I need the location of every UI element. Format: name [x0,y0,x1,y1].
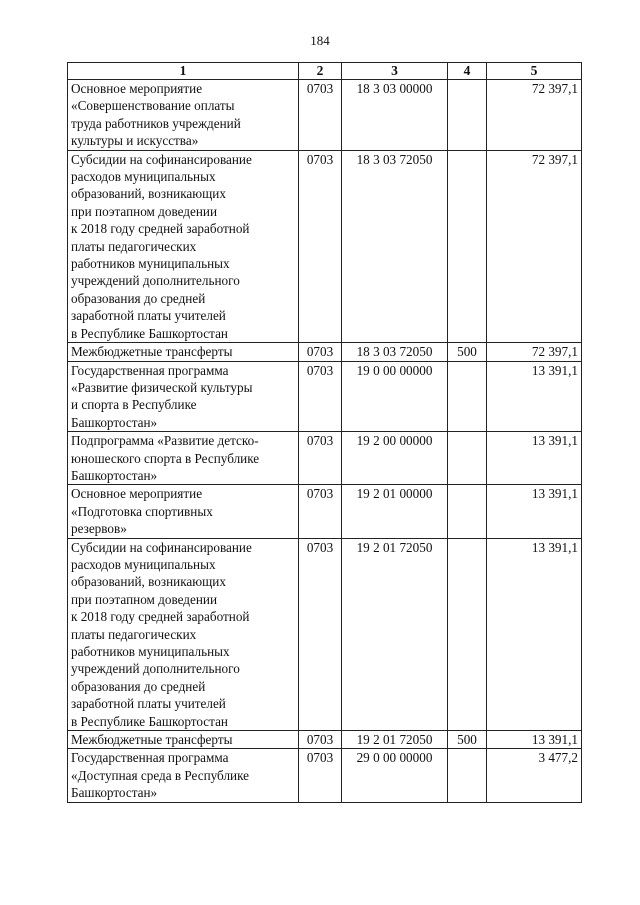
row-expense-type-cell [448,432,487,485]
row-expense-type-cell [448,150,487,342]
row-expense-type-cell [448,361,487,432]
row-section-cell: 0703 [299,80,342,151]
header-row [68,63,582,80]
table-row [68,749,582,802]
table-row [68,731,582,749]
row-expense-type-cell: 500 [448,343,487,361]
row-code-cell: 18 3 03 72050 [342,150,448,342]
table-row [68,361,582,432]
row-name-cell: Субсидии на софинансирование расходов муниципальных образований, возникающих при поэтапном доведении к 2018 году средней заработной платы педагогических работников муниципальных учреждений дополнительного образования до средней заработной платы учителей в Республике Башкортостан [68,150,299,342]
column-header-5: 5 [487,63,582,80]
row-code-cell: 19 2 01 00000 [342,485,448,538]
row-section-cell: 0703 [299,343,342,361]
row-code-cell: 19 2 01 72050 [342,731,448,749]
column-header-2: 2 [299,63,342,80]
row-name-cell: Государственная программа «Развитие физической культуры и спорта в Республике Башкортостан» [68,361,299,432]
row-code-cell: 29 0 00 00000 [342,749,448,802]
row-sum-cell: 72 397,1 [487,343,582,361]
row-name-cell: Субсидии на софинансирование расходов муниципальных образований, возникающих при поэтапном доведении к 2018 году средней заработной платы педагогических работников муниципальных учреждений дополнительного образования до средней заработной платы учителей в Республике Башкортостан [68,538,299,730]
row-section-cell: 0703 [299,432,342,485]
column-header-4: 4 [448,63,487,80]
row-expense-type-cell [448,749,487,802]
row-sum-cell: 13 391,1 [487,538,582,730]
row-section-cell: 0703 [299,150,342,342]
row-expense-type-cell: 500 [448,731,487,749]
table-row [68,432,582,485]
row-name-cell: Межбюджетные трансферты [68,343,299,361]
table-row [68,538,582,730]
row-name-cell: Основное мероприятие «Совершенствование оплаты труда работников учреждений культуры и искусства» [68,80,299,151]
row-name-cell: Подпрограмма «Развитие детско- юношеского спорта в Республике Башкортостан» [68,432,299,485]
row-sum-cell: 13 391,1 [487,485,582,538]
table-row [68,343,582,361]
row-sum-cell: 72 397,1 [487,150,582,342]
row-expense-type-cell [448,485,487,538]
row-sum-cell: 13 391,1 [487,361,582,432]
table-body [68,80,582,803]
table-row [68,485,582,538]
budget-table [67,62,582,803]
row-section-cell: 0703 [299,731,342,749]
row-expense-type-cell [448,538,487,730]
column-header-1: 1 [68,63,299,80]
row-sum-cell: 72 397,1 [487,80,582,151]
row-section-cell: 0703 [299,538,342,730]
row-code-cell: 19 2 01 72050 [342,538,448,730]
row-expense-type-cell [448,80,487,151]
row-code-cell: 19 2 00 00000 [342,432,448,485]
row-code-cell: 18 3 03 72050 [342,343,448,361]
row-name-cell: Государственная программа «Доступная среда в Республике Башкортостан» [68,749,299,802]
table-row [68,80,582,151]
row-name-cell: Основное мероприятие «Подготовка спортивных резервов» [68,485,299,538]
row-sum-cell: 13 391,1 [487,432,582,485]
page-number: 184 [310,33,330,48]
row-name-cell: Межбюджетные трансферты [68,731,299,749]
row-section-cell: 0703 [299,485,342,538]
table-row [68,150,582,342]
row-code-cell: 19 0 00 00000 [342,361,448,432]
column-header-3: 3 [342,63,448,80]
row-sum-cell: 3 477,2 [487,749,582,802]
row-section-cell: 0703 [299,361,342,432]
row-sum-cell: 13 391,1 [487,731,582,749]
row-section-cell: 0703 [299,749,342,802]
row-code-cell: 18 3 03 00000 [342,80,448,151]
